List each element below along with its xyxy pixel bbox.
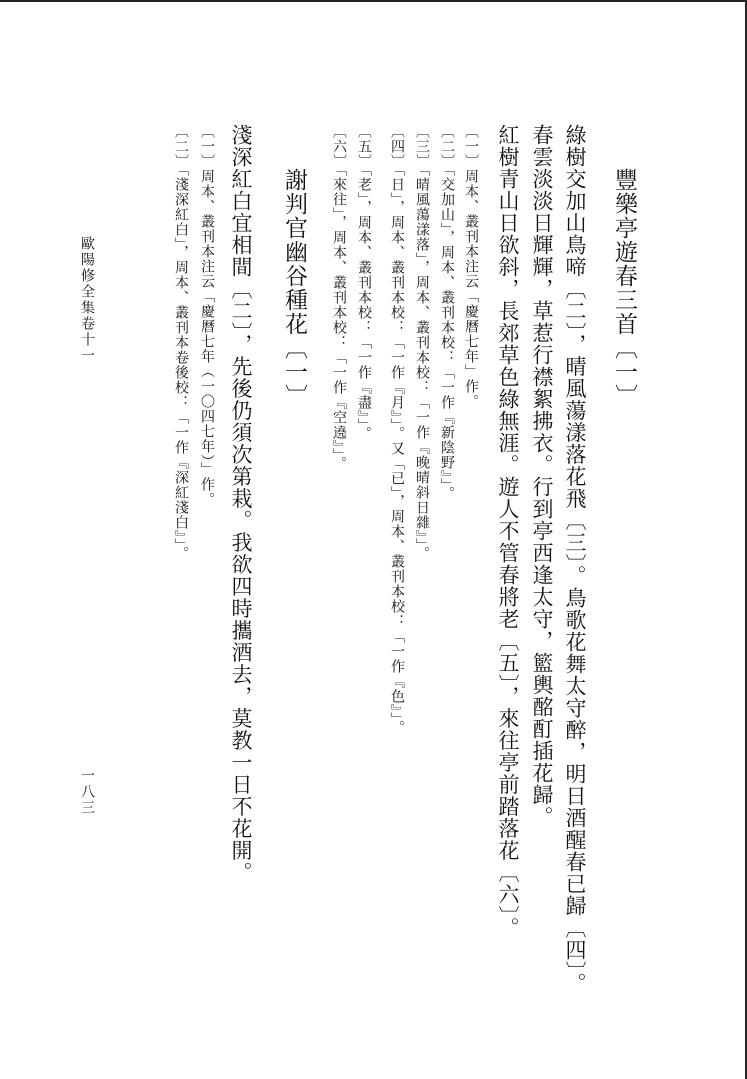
poem1-note-4: 〔四〕「日」，周本、叢刊本校：「一作『月』」。又「已」，周本、叢刊本校：「一作『色』」。 [389,124,405,735]
poem1-note-5: 〔五〕「老」，周本、叢刊本校：「一作『盡』」。 [356,124,372,441]
poem2-title: 謝判官幽谷種花〔一〕 [281,168,307,408]
poem2-note-1: 〔一〕周本、叢刊本注云「慶曆七年（一〇四七年）」作。 [199,124,215,507]
poem1-line-3: 紅樹青山日欲斜，長郊草色綠無涯。遊人不管春將老〔五〕，來往亭前踏落花〔六〕。 [496,124,520,939]
poem1-line-1: 綠樹交加山鳥啼〔二〕，晴風蕩漾落花飛〔三〕。鳥歌花舞太守醉，明日酒醒春已歸〔四〕。 [563,124,587,995]
poem2-line-1: 淺深紅白宜相間〔二〕，先後仍須次第栽。我欲四時攜酒去，莫教一日不花開。 [229,124,253,884]
poem1-note-1: 〔一〕周本、叢刊本注云「慶曆七年」作。 [463,124,479,409]
poem1-note-2: 〔二〕「交加山」，周本、叢刊本校：「一作『新陰野』」。 [439,124,455,501]
running-head-book-title: 歐陽修全集卷十一 [79,236,95,364]
poem1-line-2: 春雲淡淡日輝輝，草惹行襟絮拂衣。行到亭西逢太守，籃輿酩酊插花歸。 [530,124,554,828]
poem2-note-2: 〔二〕「淺深紅白」，周本、叢刊本卷後校：「一作『深紅淺白』」。 [173,124,189,561]
poem1-title: 豐樂亭遊春三首〔一〕 [611,168,637,408]
page-number: 一八三 [79,768,95,816]
poem1-note-3: 〔三〕「晴風蕩漾落」，周本、叢刊本校：「一作『晚晴斜日雜』」。 [414,124,430,561]
poem1-note-6: 〔六〕「來往」，周本、叢刊本校：「一作『空遶』」。 [331,124,347,471]
